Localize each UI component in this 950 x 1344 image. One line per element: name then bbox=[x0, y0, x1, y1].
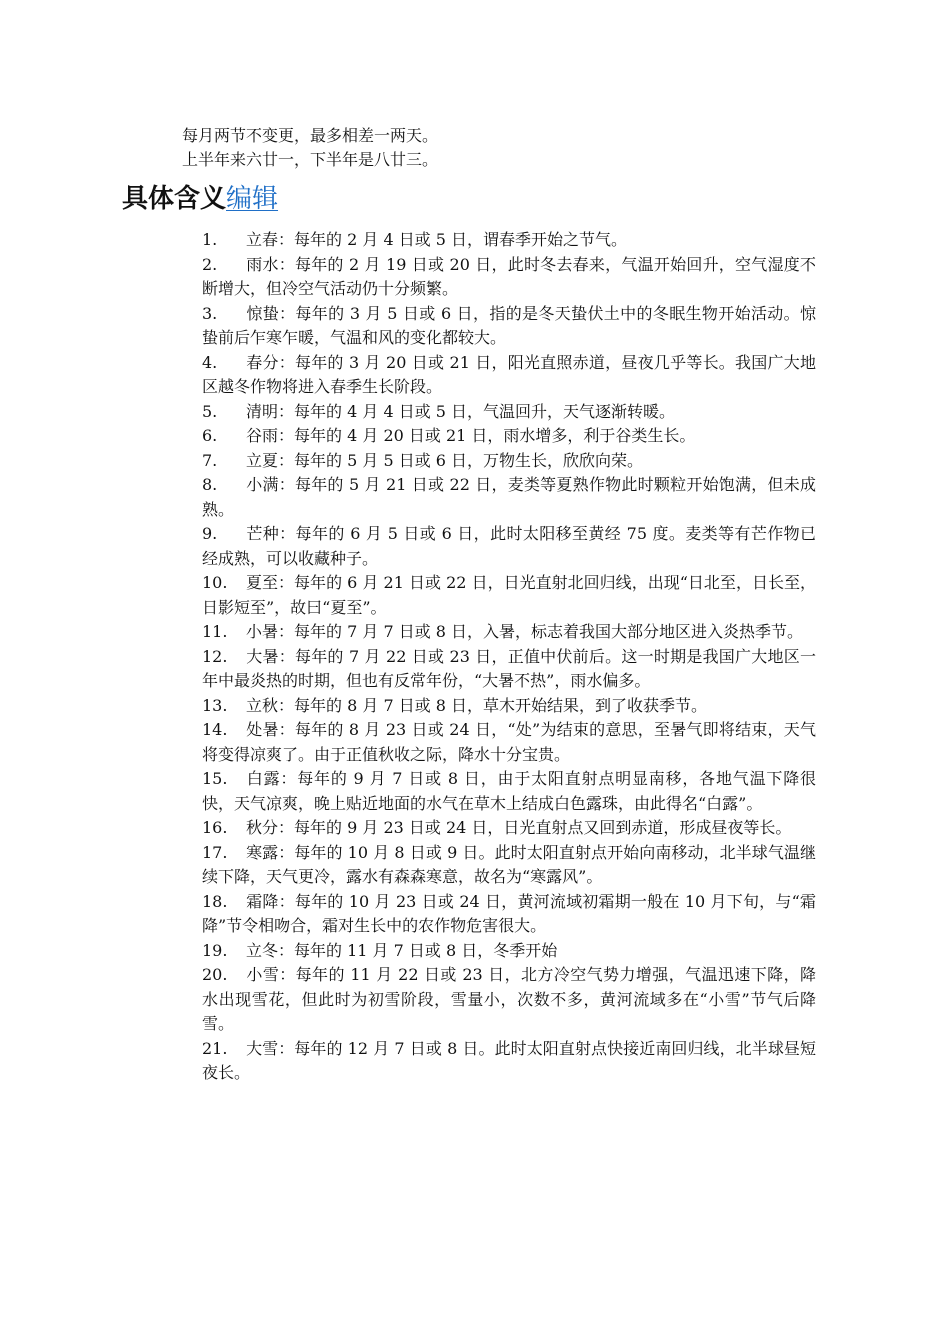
item-text: 立秋：每年的 8 月 7 日或 8 日，草木开始结果，到了收获季节。 bbox=[246, 695, 708, 715]
item-number: 13. bbox=[202, 695, 228, 715]
item-text: 雨水：每年的 2 月 19 日或 20 日，此时冬去春来，气温开始回升，空气湿度不断增大，但冷空气活动仍十分频繁。 bbox=[202, 254, 816, 298]
solar-terms-list bbox=[202, 228, 816, 1086]
item-text: 小满：每年的 5 月 21 日或 22 日，麦类等夏熟作物此时颗粒开始饱满，但未成熟。 bbox=[202, 475, 816, 519]
item-text: 芒种：每年的 6 月 5 日或 6 日，此时太阳移至黄经 75 度。麦类等有芒作物已经成熟，可以收藏种子。 bbox=[202, 524, 816, 568]
item-number: 21. bbox=[202, 1038, 228, 1058]
item-text: 处暑：每年的 8 月 23 日或 24 日，“处”为结束的意思，至暑气即将结束，天气将变得凉爽了。由于正值秋收之际，降水十分宝贵。 bbox=[202, 720, 816, 764]
list-item bbox=[202, 620, 816, 645]
item-text: 小暑：每年的 7 月 7 日或 8 日，入暑，标志着我国大部分地区进入炎热季节。 bbox=[246, 622, 804, 641]
item-number: 4. bbox=[202, 352, 218, 372]
item-number: 11. bbox=[202, 622, 228, 641]
intro-verse bbox=[182, 124, 822, 172]
item-text: 谷雨：每年的 4 月 20 日或 21 日，雨水增多，利于谷类生长。 bbox=[246, 426, 696, 445]
list-item bbox=[202, 890, 816, 939]
list-item bbox=[202, 400, 816, 425]
item-number: 16. bbox=[202, 818, 228, 837]
list-item bbox=[202, 816, 816, 841]
list-item bbox=[202, 522, 816, 571]
section-heading bbox=[122, 180, 278, 218]
list-item bbox=[202, 473, 816, 522]
item-number: 10. bbox=[202, 573, 228, 592]
item-number: 2. bbox=[202, 254, 218, 274]
list-item bbox=[202, 939, 816, 964]
item-text: 立冬：每年的 11 月 7 日或 8 日，冬季开始 bbox=[246, 940, 558, 960]
list-item bbox=[202, 694, 816, 719]
item-number: 6. bbox=[202, 426, 218, 445]
item-number: 3. bbox=[202, 303, 218, 323]
list-item bbox=[202, 767, 816, 816]
intro-line-2: 上半年来六廿一，下半年是八廿三。 bbox=[182, 150, 439, 169]
item-number: 17. bbox=[202, 842, 228, 862]
list-item bbox=[202, 1037, 816, 1086]
item-number: 9. bbox=[202, 524, 218, 543]
list-item bbox=[202, 718, 816, 767]
list-item bbox=[202, 963, 816, 1037]
item-number: 5. bbox=[202, 401, 218, 421]
item-number: 20. bbox=[202, 965, 228, 984]
item-text: 清明：每年的 4 月 4 日或 5 日，气温回升，天气逐渐转暖。 bbox=[246, 401, 676, 421]
list-item bbox=[202, 571, 816, 620]
item-number: 19. bbox=[202, 940, 228, 960]
item-text: 大雪：每年的 12 月 7 日或 8 日。此时太阳直射点快接近南回归线，北半球昼短夜长。 bbox=[202, 1038, 816, 1082]
item-text: 夏至：每年的 6 月 21 日或 22 日，日光直射北回归线，出现“日北至，日长至，日影短至”，故曰“夏至”。 bbox=[202, 573, 816, 617]
item-number: 12. bbox=[202, 646, 228, 666]
list-item bbox=[202, 645, 816, 694]
list-item bbox=[202, 253, 816, 302]
item-text: 惊蛰：每年的 3 月 5 日或 6 日，指的是冬天蛰伏土中的冬眠生物开始活动。惊蛰前后乍寒乍暖，气温和风的变化都较大。 bbox=[202, 303, 816, 347]
list-item bbox=[202, 351, 816, 400]
item-text: 秋分：每年的 9 月 23 日或 24 日，日光直射点又回到赤道，形成昼夜等长。 bbox=[246, 818, 792, 837]
item-number: 7. bbox=[202, 450, 218, 470]
list-item bbox=[202, 228, 816, 253]
item-text: 寒露：每年的 10 月 8 日或 9 日。此时太阳直射点开始向南移动，北半球气温继续下降，天气更冷，露水有森森寒意，故名为“寒露风”。 bbox=[202, 842, 816, 886]
section-title: 具体含义 bbox=[122, 184, 227, 214]
item-number: 8. bbox=[202, 475, 218, 494]
item-text: 大暑：每年的 7 月 22 日或 23 日，正值中伏前后。这一时期是我国广大地区一年中最炎热的时期，但也有反常年份，“大暑不热”，雨水偏多。 bbox=[202, 646, 816, 690]
edit-link[interactable]: 编辑 bbox=[226, 184, 279, 214]
item-text: 春分：每年的 3 月 20 日或 21 日，阳光直照赤道，昼夜几乎等长。我国广大地区越冬作物将进入春季生长阶段。 bbox=[202, 352, 816, 396]
list-item bbox=[202, 302, 816, 351]
item-text: 小雪：每年的 11 月 22 日或 23 日，北方冷空气势力增强，气温迅速下降，降水出现雪花，但此时为初雪阶段，雪量小，次数不多，黄河流域多在“小雪”节气后降雪。 bbox=[202, 965, 816, 1033]
item-text: 霜降：每年的 10 月 23 日或 24 日，黄河流域初霜期一般在 10 月下旬，与“霜降”节令相吻合，霜对生长中的农作物危害很大。 bbox=[202, 891, 816, 935]
list-item bbox=[202, 424, 816, 449]
item-number: 15. bbox=[202, 769, 228, 788]
list-item bbox=[202, 449, 816, 474]
item-text: 白露：每年的 9 月 7 日或 8 日，由于太阳直射点明显南移，各地气温下降很快，天气凉爽，晚上贴近地面的水气在草木上结成白色露珠，由此得名“白露”。 bbox=[202, 769, 816, 813]
item-number: 14. bbox=[202, 720, 228, 739]
item-text: 立夏：每年的 5 月 5 日或 6 日，万物生长，欣欣向荣。 bbox=[246, 450, 644, 470]
item-number: 18. bbox=[202, 891, 228, 911]
intro-line-1: 每月两节不变更，最多相差一两天。 bbox=[182, 126, 439, 145]
list-item bbox=[202, 841, 816, 890]
item-number: 1. bbox=[202, 230, 218, 249]
item-text: 立春：每年的 2 月 4 日或 5 日，谓春季开始之节气。 bbox=[246, 230, 628, 249]
